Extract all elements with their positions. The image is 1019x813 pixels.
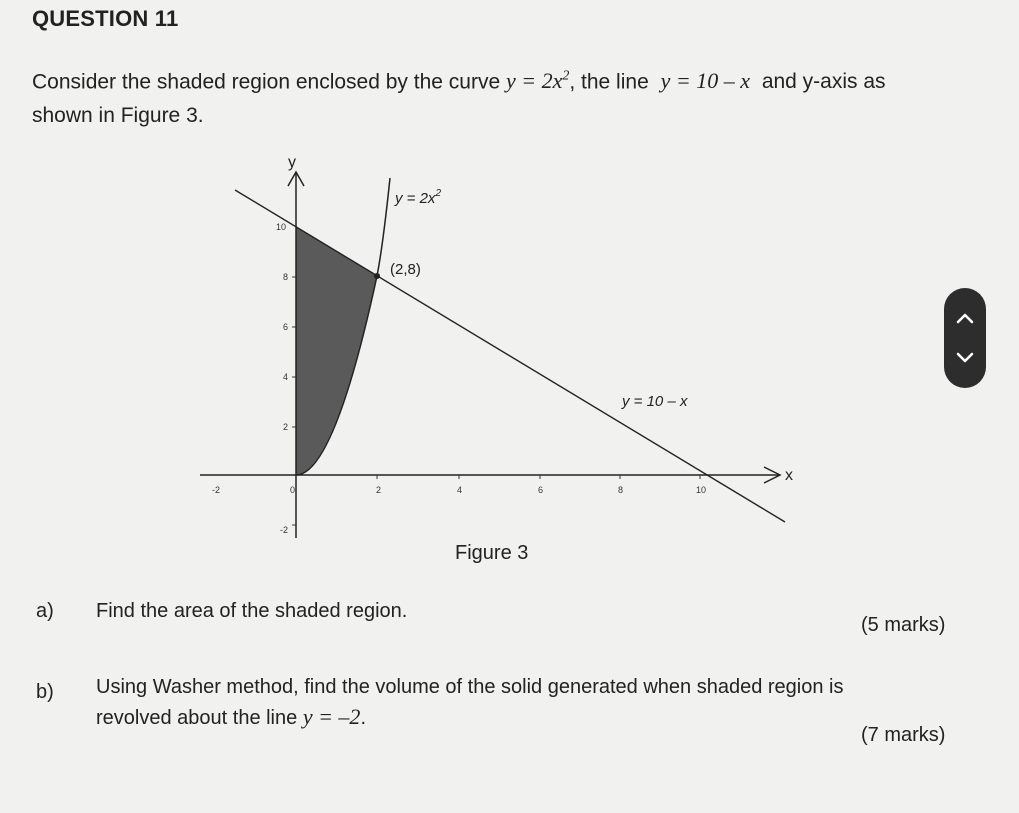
- x-tick: 4: [457, 485, 463, 495]
- intro-line-2: shown in Figure 3.: [32, 104, 204, 128]
- figure-3: [200, 150, 800, 555]
- chevron-down-icon: [955, 351, 975, 365]
- y-axis-label: y: [288, 154, 296, 171]
- question-a-text: Find the area of the shaded region.: [96, 600, 408, 622]
- x-tick: 10: [696, 485, 707, 495]
- question-b-line-1: Using Washer method, find the volume of the solid generated when shaded region is: [96, 676, 844, 698]
- shaded-region: [296, 227, 377, 475]
- y-tick: 2: [283, 422, 289, 432]
- point-label: (2,8): [390, 261, 421, 278]
- scroll-navigator: [944, 288, 986, 388]
- y-tick: 8: [283, 272, 289, 282]
- y-tick: 4: [283, 372, 289, 382]
- graph-svg: [200, 150, 800, 550]
- question-a-label: a): [36, 600, 54, 622]
- y-tick: 6: [283, 322, 289, 332]
- figure-caption: Figure 3: [455, 542, 529, 564]
- chevron-up-icon: [955, 311, 975, 325]
- line-label: y = 10 – x: [622, 393, 688, 410]
- question-b-marks: (7 marks): [861, 724, 946, 746]
- question-b-text: [96, 672, 976, 733]
- x-axis-label: x: [785, 467, 793, 484]
- x-tick: 6: [538, 485, 544, 495]
- question-b-line-2: revolved about the line y = –2.: [96, 704, 366, 729]
- intersection-point: [374, 273, 380, 279]
- curve-label: $y = 2x^2$: [395, 188, 441, 207]
- x-tick: 0: [290, 485, 296, 495]
- question-b-label: b): [36, 681, 54, 703]
- x-tick: -2: [212, 485, 221, 495]
- scroll-up-button[interactable]: [950, 303, 980, 333]
- intro-line-1: Consider the shaded region enclosed by the curve $y = 2x^2$, the line y = 10 – x and y-axis as: [32, 68, 886, 94]
- curve-equation: $y = 2x^2$: [505, 68, 570, 94]
- scroll-down-button[interactable]: [950, 343, 980, 373]
- line-equation: y = 10 – x: [660, 68, 750, 94]
- question-intro: [32, 60, 972, 133]
- x-tick: 2: [376, 485, 382, 495]
- question-a-marks: (5 marks): [861, 614, 946, 636]
- x-tick: 8: [618, 485, 624, 495]
- y-tick: 10: [276, 222, 287, 232]
- y-tick: -2: [280, 525, 289, 535]
- question-heading: QUESTION 11: [32, 6, 179, 31]
